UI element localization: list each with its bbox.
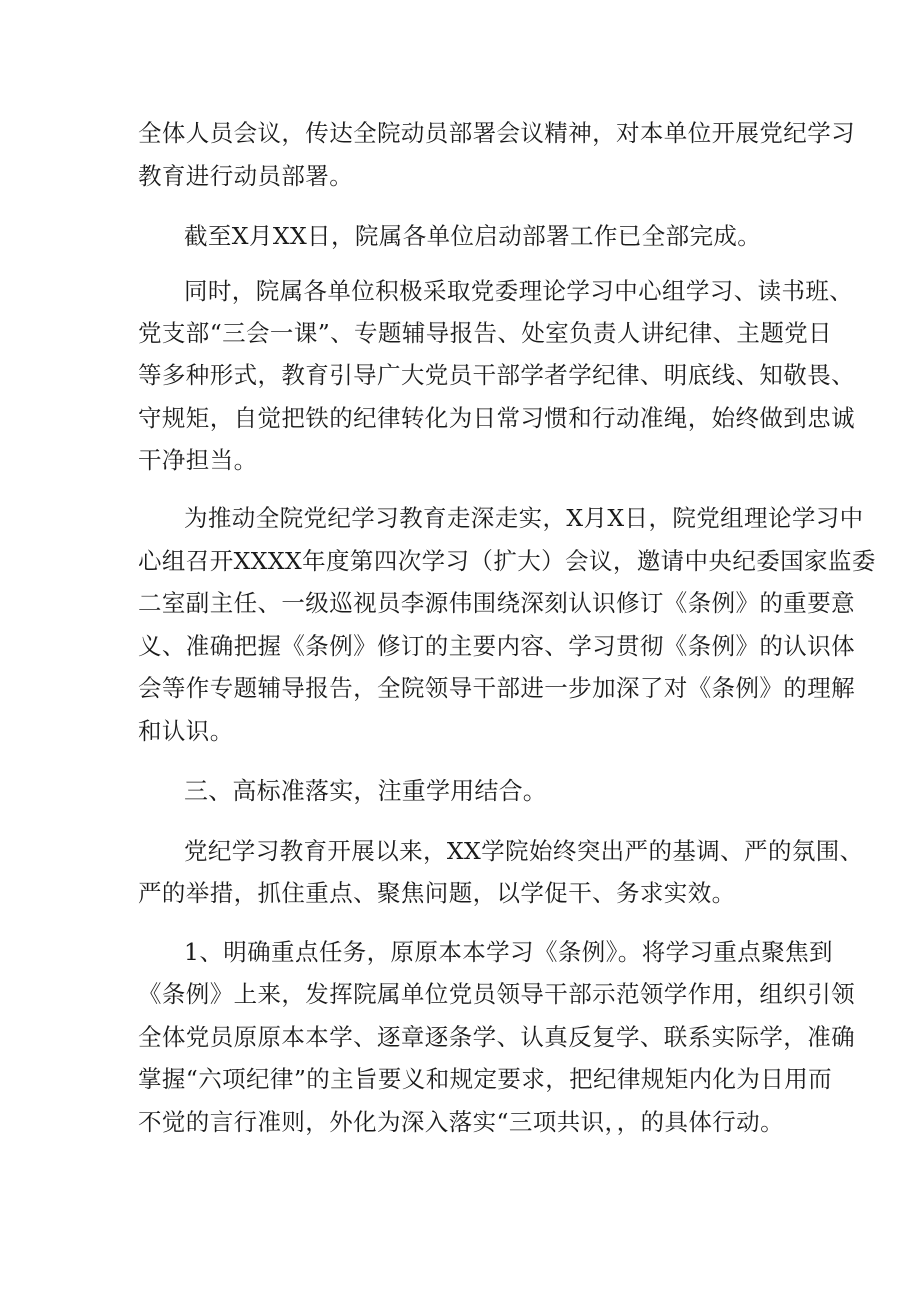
text-line: 会等作专题辅导报告，全院领导干部进一步加深了对《条例》的理解 xyxy=(138,674,855,702)
text-line: 教育进行动员部署。 xyxy=(138,162,354,190)
text-line: 掌握“六项纪律”的主旨要义和规定要求，把纪律规矩内化为日用而 xyxy=(138,1065,833,1093)
text-line: 心组召开XXXX年度第四次学习（扩大）会议，邀请中央纪委国家监委 xyxy=(138,547,876,575)
text-line: 全体人员会议，传达全院动员部署会议精神，对本单位开展党纪学习 xyxy=(138,119,855,147)
text-line: 1、明确重点任务，原原本本学习《条例》。将学习重点聚焦到 xyxy=(184,938,833,966)
section-heading: 三、高标准落实，注重学用结合。 xyxy=(184,777,547,805)
text-line: 干净担当。 xyxy=(138,446,258,474)
text-line: 全体党员原原本本学、逐章逐条学、认真反复学、联系实际学，准确 xyxy=(138,1023,855,1051)
text-line: 同时，院属各单位积极采取党委理论学习中心组学习、读书班、 xyxy=(184,277,854,305)
text-line: 为推动全院党纪学习教育走深走实，X月X日，院党组理论学习中 xyxy=(184,504,864,532)
text-line: 和认识。 xyxy=(138,717,234,745)
text-line: 党纪学习教育开展以来，XX学院始终突出严的基调、严的氛围、 xyxy=(184,837,864,865)
text-line: 《条例》上来，发挥院属单位党员领导干部示范领学作用，组织引领 xyxy=(138,980,855,1008)
text-line: 严的举措，抓住重点、聚焦问题，以学促干、务求实效。 xyxy=(138,879,736,907)
text-line: 党支部“三会一课”、专题辅导报告、处室负责人讲纪律、主题党日 xyxy=(138,319,833,347)
text-line: 等多种形式，教育引导广大党员干部学者学纪律、明底线、知敬畏、 xyxy=(138,361,855,389)
text-line: 截至X月XX日，院属各单位启动部署工作已全部完成。 xyxy=(184,222,762,250)
text-line: 二室副主任、一级巡视员李源伟围绕深刻认识修订《条例》的重要意 xyxy=(138,589,855,617)
text-line: 守规矩，自觉把铁的纪律转化为日常习惯和行动准绳，始终做到忠诚 xyxy=(138,404,855,432)
text-line: 不觉的言行准则，外化为深入落实“三项共识，，的具体行动。 xyxy=(138,1108,784,1136)
text-line: 义、准确把握《条例》修订的主要内容、学习贯彻《条例》的认识体 xyxy=(138,632,855,660)
